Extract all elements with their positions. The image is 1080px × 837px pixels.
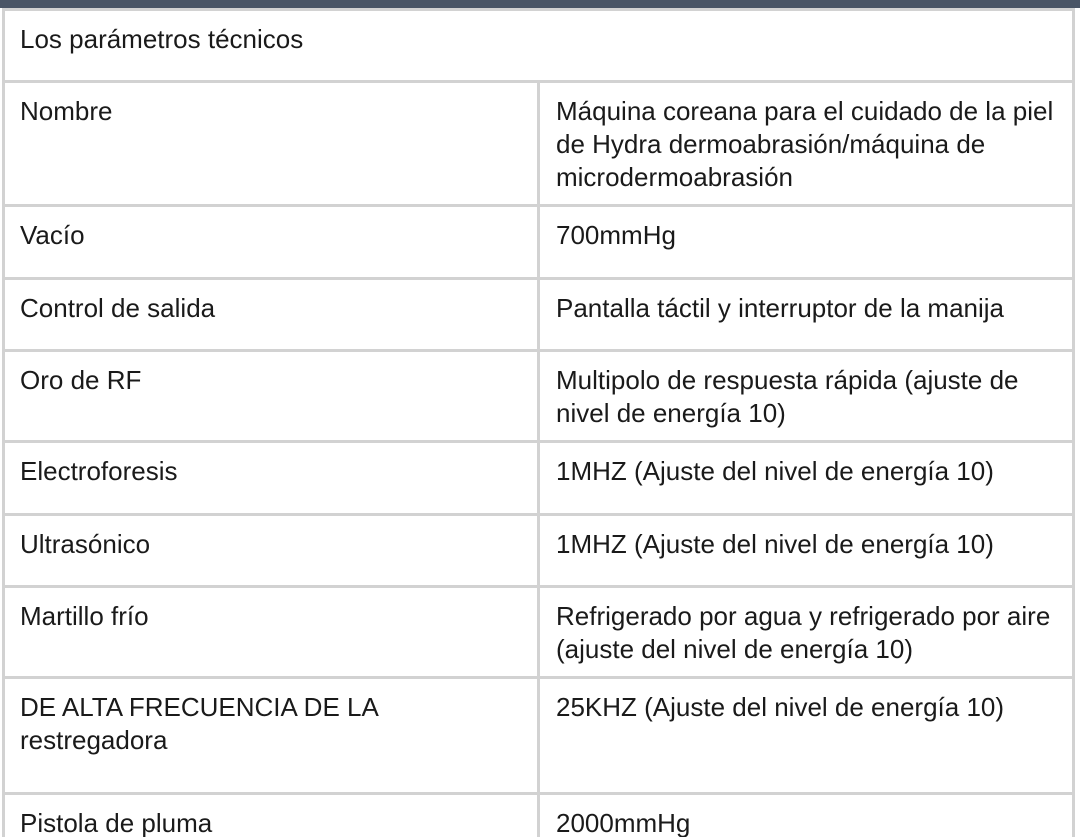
row-value: 700mmHg [539,206,1074,279]
table-title: Los parámetros técnicos [4,10,1074,82]
row-value: Pantalla táctil y interruptor de la manija [539,279,1074,351]
row-value: Máquina coreana para el cuidado de la piel de Hydra dermoabrasión/máquina de microdermoabrasión [539,82,1074,206]
table-row [4,794,1074,837]
table-title-row [4,10,1074,82]
table-row [4,515,1074,587]
table-row [4,279,1074,351]
row-value: 1MHZ (Ajuste del nivel de energía 10) [539,442,1074,515]
specs-table [2,8,1075,837]
table-row [4,351,1074,442]
row-label: Martillo frío [4,587,539,678]
row-label: Control de salida [4,279,539,351]
table-row [4,206,1074,279]
row-label: Nombre [4,82,539,206]
row-label: DE ALTA FRECUENCIA DE LA restregadora [4,678,539,794]
row-value: 25KHZ (Ajuste del nivel de energía 10) [539,678,1074,794]
row-label: Vacío [4,206,539,279]
row-label: Oro de RF [4,351,539,442]
top-bar [0,0,1080,8]
table-row [4,82,1074,206]
table-row [4,678,1074,794]
row-value: 1MHZ (Ajuste del nivel de energía 10) [539,515,1074,587]
row-label: Electroforesis [4,442,539,515]
row-label: Pistola de pluma [4,794,539,837]
row-value: Refrigerado por agua y refrigerado por aire (ajuste del nivel de energía 10) [539,587,1074,678]
table-row [4,587,1074,678]
row-value: 2000mmHg [539,794,1074,837]
row-value: Multipolo de respuesta rápida (ajuste de nivel de energía 10) [539,351,1074,442]
row-label: Ultrasónico [4,515,539,587]
table-row [4,442,1074,515]
